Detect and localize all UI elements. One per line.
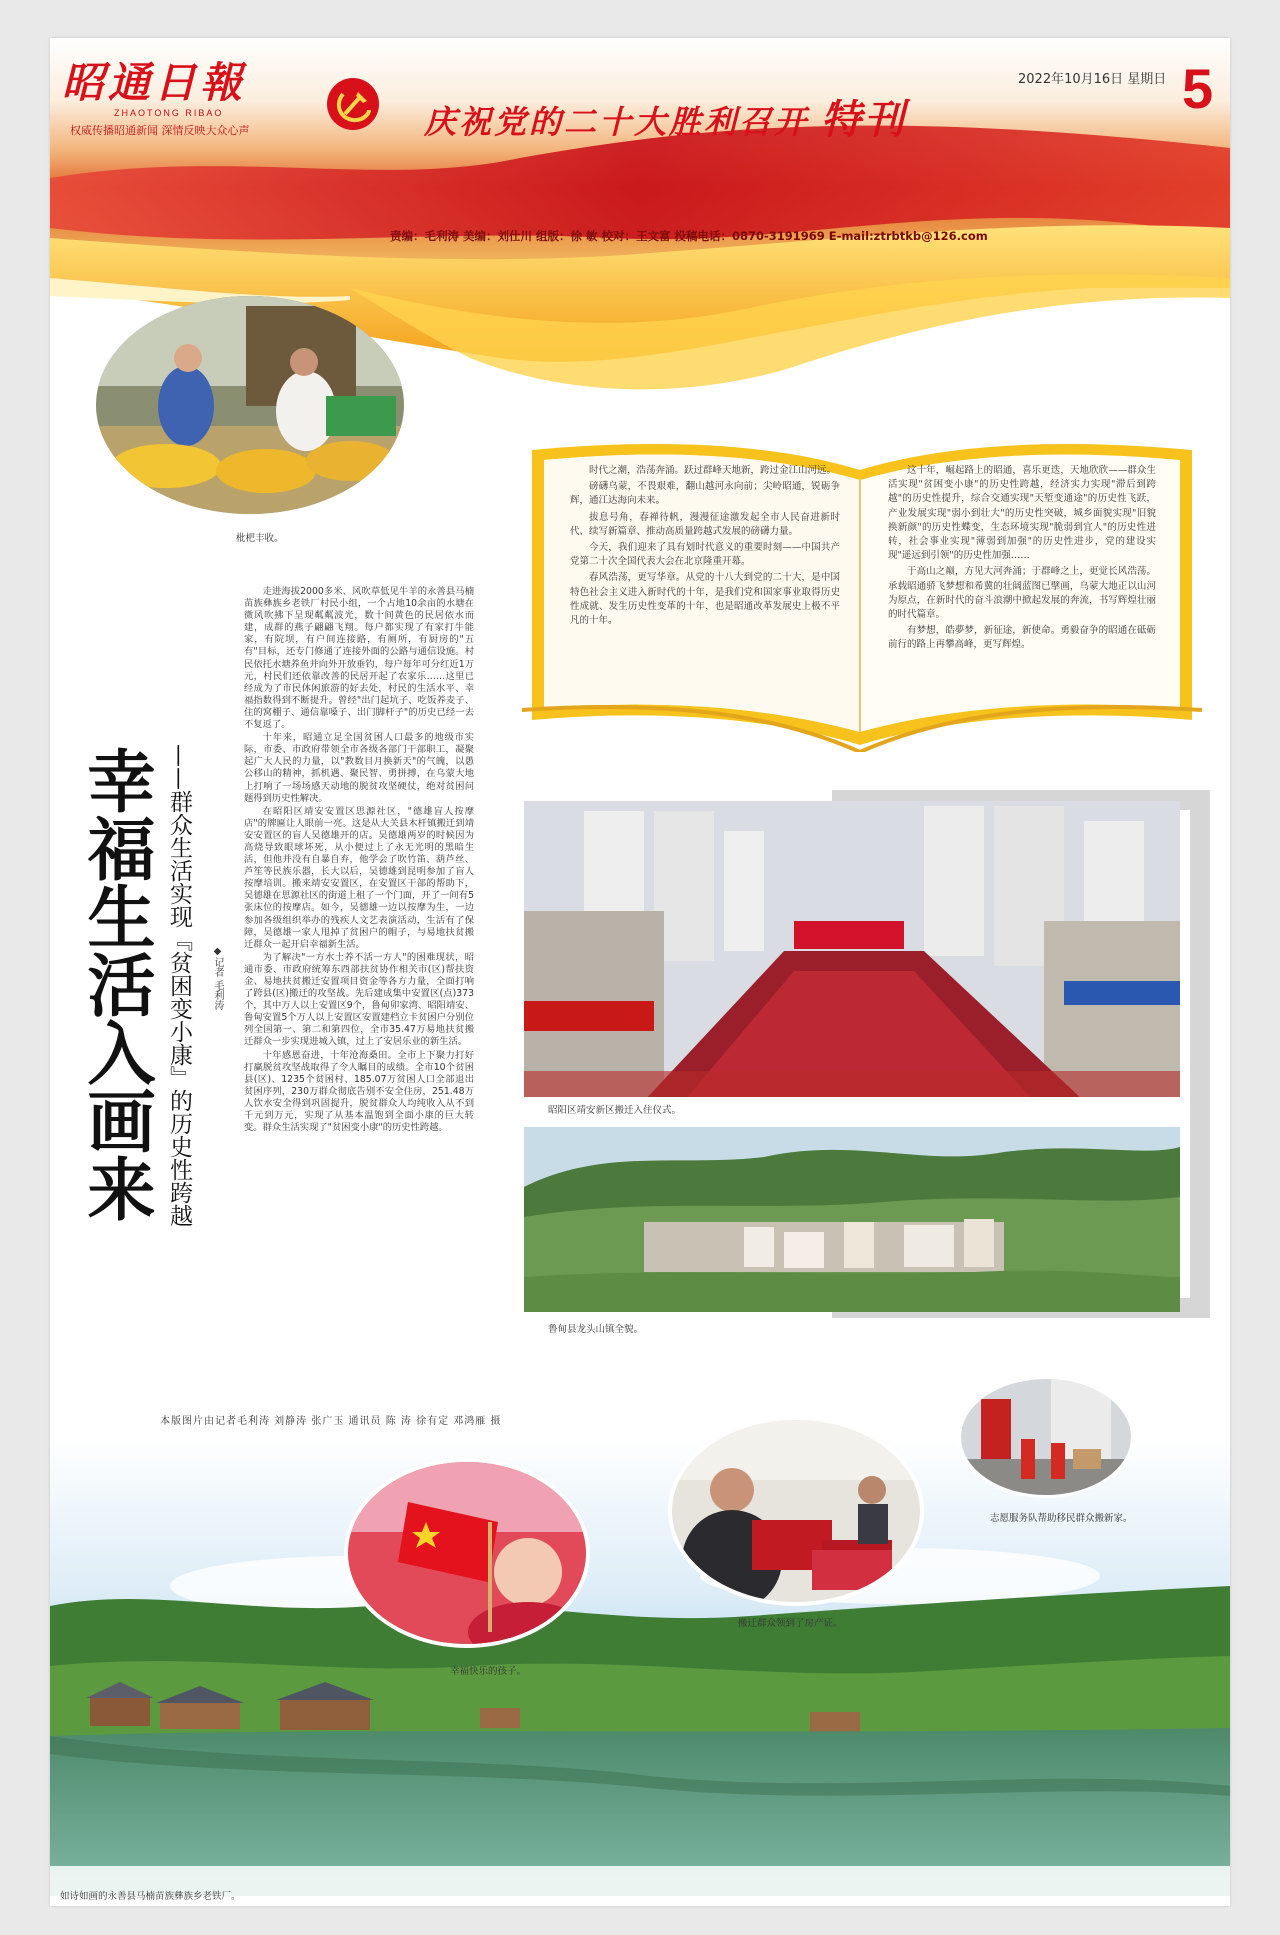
- child-flag-photo: [344, 1458, 590, 1648]
- article-body: [244, 586, 474, 1135]
- special-issue-title-big: 特刊: [821, 96, 908, 143]
- party-emblem-icon: [325, 76, 381, 132]
- paper-name-logo: 昭通日報: [62, 58, 247, 107]
- town-panorama-photo: [524, 1127, 1180, 1312]
- article-paragraph: 十年来，昭通立足全国贫困人口最多的地级市实际，市委、市政府带领全市各级各部门干部职工，凝聚起广大人民的力量，以"教数目月换新天"的气魄，以愚公移山的精神，抓机遇、聚民智、勇拼搏，在乌蒙大地上打响了一场场感天动地的脱贫攻坚硬仗，绝对贫困问题得到历史性解决。: [244, 732, 474, 804]
- issue-date: 2022年10月16日 星期日: [1018, 72, 1167, 87]
- book-left-paragraph: 春风浩荡，更写华章。从党的十八大到党的二十大，是中国特色社会主义进入新时代的十年，是我们党和国家事业取得历史性成就、发生历史性变革的十年，也是昭通改革发展史上极不平凡的十年。: [570, 572, 840, 627]
- article-subhead: ——群众生活实现『贫困变小康』的历史性跨越: [166, 744, 192, 1227]
- book-left-paragraph: 今天，我们迎来了具有划时代意义的重要时刻——中国共产党第二十次全国代表大会在北京隆重开幕。: [570, 542, 840, 568]
- special-issue-title: [424, 88, 907, 145]
- volunteers-photo: [958, 1376, 1134, 1498]
- book-left-paragraph: 时代之潮，浩荡奔涌。跃过群峰天地新，跨过金江山河远。: [589, 465, 837, 476]
- certificate-caption: 搬迁群众领到了房产证。: [738, 1618, 843, 1629]
- book-right-paragraph: 于高山之巅，方见大河奔涌；于群峰之上，更觉长风浩荡。承载昭通骄飞梦想和希冀的壮阔蓝图已擘画，乌蒙大地正以山河为原点，在新时代的奋斗浪潮中掀起发展的奔流，书写辉煌壮丽的时代篇章。: [888, 566, 1156, 621]
- photo-credit: 本版图片由记者毛利涛 刘静涛 张广玉 通讯员 陈 涛 徐有定 邓鸿雁 摄: [160, 1416, 502, 1427]
- book-left-paragraph: 磅礴乌蒙，不畏艰难，翻山越河永向前；尖岭昭通，锐砺争辉，通江达海向未来。: [570, 481, 840, 507]
- article-paragraph: 十年感恩奋进，十年沧海桑田。全市上下聚力打好打赢脱贫攻坚战取得了令人瞩目的成绩。全市10个贫困县(区)、1235个贫困村、185.07万贫困人口全部退出贫困序列，230万群众彻底告别不安全住房，251.48万人饮水安全得到巩固提升，脱贫群众人均纯收入从不到千元到万元，实现了从基本温饱到全面小康的巨大转变。群众生活实现了"贫困变小康"的历史性跨越。: [244, 1049, 474, 1134]
- ceremony-photo: [524, 801, 1180, 1097]
- book-right-paragraph: 有梦想，皓夢梦，新征途，新使命。勇毅奋争的昭通在砥砺前行的路上再攀高峰，更写辉煌。: [888, 625, 1156, 651]
- book-left-text: [570, 464, 840, 630]
- paper-pinyin: ZHAOTONG RIBAO: [114, 108, 224, 118]
- certificate-photo: [668, 1416, 924, 1606]
- article-paragraph: 走进海拔2000多米、风吹草低见牛羊的永善县马楠苗族彝族乡老铁厂村民小组，一个占地10余亩的水塘在微风吹拂下呈现粼粼波光，数十间黄色的民居依水而建，成群的燕子翩翩飞翔。每户都实现了有家打牛能家，有院坝，有户间连接路，有厕所，有厨房的"五有"目标，还专门修通了连接外面的公路与通信设施。村民依托水塘养鱼并向外开放垂钓，每户每年可分红近1万元，村民们还依靠改善的民居开起了农家乐……这里已经成为了市民休闲旅游的好去处，村民的生活水平、幸福指数得到不断提升。曾经"出门起坑子、吃饭养麦子、住的窝棚子、通信靠嗓子、出门脚杆子"的历史已经一去不复返了。: [244, 586, 474, 731]
- special-issue-title-main: 庆祝党的二十大胜利召开: [424, 103, 810, 141]
- article-byline: ◆记者 毛利涛: [212, 946, 223, 1011]
- book-right-paragraph: 这十年，崛起路上的昭通，喜乐更迭，天地欣欣——群众生活实现"贫困变小康"的历史性跨越，经济实力实现"滞后到跨越"的历史性提升，综合交通实现"天堑变通途"的历史性飞跃，产业发展实现"弱小到壮大"的历史性突破，城乡面貌实现"旧貌换新颜"的历史性蝶变，生态环境实现"脆弱到宜人"的历史性进转，社会事业实现"薄弱到加强"的历史性进步，党的建设实现"遥远到引领"的历史性加强……: [888, 465, 1156, 562]
- newspaper-page: [50, 38, 1230, 1906]
- page-number: 5: [1182, 57, 1214, 120]
- article-paragraph: 为了解决"一方水土养不活一方人"的困难现状，昭通市委、市政府统筹东西部扶贫协作相关市(区)帮扶资金、易地扶贫搬迁安置项目资金等各方力量，全面打响了跨县(区)搬迁的攻坚战。先后建成集中安置区(点)373个，其中万人以上安置区9个，鲁甸卯家湾、昭阳靖安、鲁甸安置5个万人以上安置区安置建档立卡贫困户分别位列全国第一、第二和第四位，全市35.47万易地扶贫搬迁群众一步实现进城入镇，过上了安居乐业的新生活。: [244, 951, 474, 1048]
- harvest-photo: [96, 296, 404, 514]
- lake-village-panorama: [50, 1436, 1230, 1896]
- ceremony-caption: 昭阳区靖安新区搬迁入住仪式。: [548, 1105, 682, 1116]
- book-right-text: [888, 464, 1156, 655]
- article-headline: 幸福生活入画来: [76, 746, 155, 1222]
- child-caption: 幸福快乐的孩子。: [450, 1666, 527, 1677]
- town-caption: 鲁甸县龙头山镇全貌。: [548, 1324, 644, 1335]
- editor-credits: 责编：毛利涛 美编：刘仕川 组版：徐 敏 校对：王文富 投稿电话：0870-3191969 E-mail:ztrbtkb@126.com: [390, 229, 988, 243]
- book-left-paragraph: 拔息号角，春禅待帆，漫漫征途激发起全市人民奋进新时代、续写新篇章、推动高质量跨越式发展的磅礴力量。: [570, 511, 840, 537]
- volunteers-caption: 志愿服务队帮助移民群众搬新家。: [990, 1513, 1133, 1524]
- paper-slogan: 权威传播昭通新闻 深情反映大众心声: [70, 124, 250, 137]
- article-paragraph: 在昭阳区靖安安置区思源社区，"德雄盲人按摩店"的牌匾让人眼前一亮。这是从大关县木杆镇搬迁到靖安安置区的盲人吴德雄开的店。吴德雄两岁的时候因为高烧导致眼球坏死，从小便过上了永无光明的黑暗生活，但他并没有自暴自弃，他学会了吹竹笛、葫芦丝、芦笙等民族乐器，长大以后，吴德雄到昆明参加了盲人按摩培训。搬来靖安安置区，在安置区干部的帮助下，吴德雄在思源社区的街道上租了一个门面，开了一间有5张床位的按摩店。如今，吴德雄一边以按摩为生，一边参加各级组织举办的残疾人文艺表演活动，生活有了保障，吴德雄一家人甩掉了贫困户的帽子，与易地扶贫搬迁群众一起开启幸福新生活。: [244, 805, 474, 950]
- lake-caption: 如诗如画的永善县马楠苗族彝族乡老铁厂。: [60, 1891, 241, 1902]
- harvest-caption: 枇杷丰收。: [236, 533, 284, 544]
